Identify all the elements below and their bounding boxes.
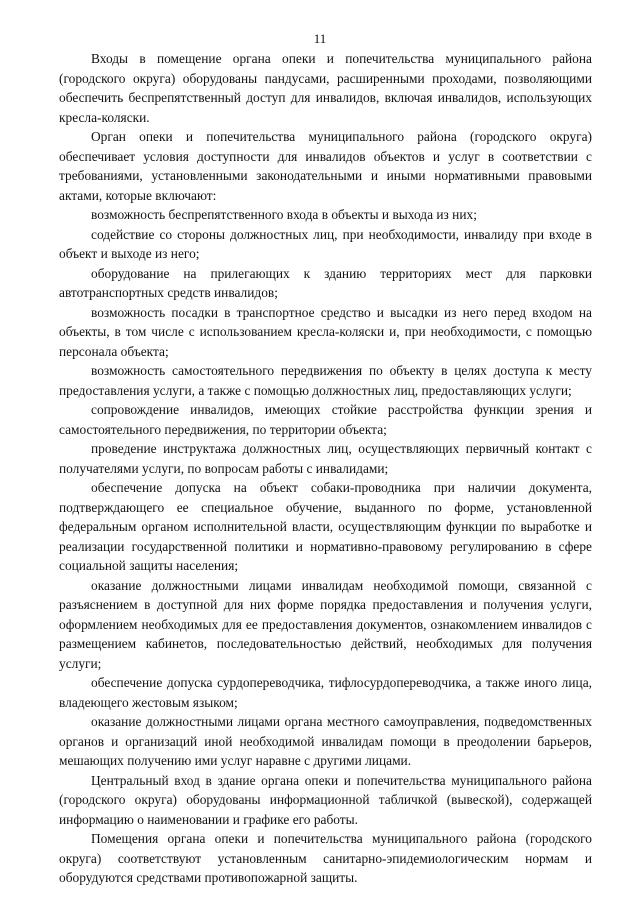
- list-item: возможность посадки в транспортное средство и высадки из него перед входом на объекты, в том числе с использованием кресла-коляски и, при необходимости, с помощью персонала объекта;: [59, 304, 592, 359]
- list-item: оказание должностными лицами инвалидам необходимой помощи, связанной с разъяснением в доступной для них форме порядка предоставления и получения услуги, оформлением необходимых для ее предоставления документов, ознакомлением инвалидов с размещением кабинетов, последовательностью действий, необходимых для получения услуги;: [59, 577, 592, 671]
- list-item: проведение инструктажа должностных лиц, осуществляющих первичный контакт с получателями услуги, по вопросам работы с инвалидами;: [59, 441, 592, 476]
- paragraph-accessibility-conditions: Орган опеки и попечительства муниципального района (городского округа) обеспечивает условия доступности для инвалидов объектов и услуг в соответствии с требованиями, установленными законодательными и иными нормативными правовыми актами, которые включают:: [59, 129, 592, 203]
- paragraph-entrances: Входы в помещение органа опеки и попечительства муниципального района (городского округа) оборудованы пандусами, расширенными проходами, позволяющими обеспечить беспрепятственный доступ для инвалидов, включая инвалидов, использующих кресла-коляски.: [59, 51, 592, 125]
- list-item: возможность самостоятельного передвижения по объекту в целях доступа к месту предоставления услуги, а также с помощью должностных лиц, предоставляющих услуги;: [59, 363, 592, 398]
- paragraph-central-entrance: Центральный вход в здание органа опеки и попечительства муниципального района (городского округа) оборудованы информационной табличкой (вывеской), содержащей информацию о наименовании и графике его работы.: [59, 772, 592, 827]
- list-item: обеспечение допуска на объект собаки-проводника при наличии документа, подтверждающего ее специальное обучение, выданного по форме, установленной федеральным органом исполнительной власти, осуществляющим функции по выработке и реализации государственной политики и нормативно-правовому регулированию в сфере социальной защиты населения;: [59, 480, 592, 573]
- list-item: возможность беспрепятственного входа в объекты и выхода из них;: [91, 207, 477, 222]
- list-item: содействие со стороны должностных лиц, при необходимости, инвалиду при входе в объект и выходе из него;: [59, 226, 592, 261]
- list-item: оборудование на прилегающих к зданию территориях мест для парковки автотранспортных средств инвалидов;: [59, 265, 592, 300]
- list-item: обеспечение допуска сурдопереводчика, тифлосурдопереводчика, а также иного лица, владеющего жестовым языком;: [59, 675, 592, 710]
- document-body: [59, 49, 592, 888]
- list-item: оказание должностными лицами органа местного самоуправления, подведомственных органов и организаций иной необходимой инвалидам помощи в преодолении барьеров, мешающих получению ими услуг наравне с другими лицами.: [59, 714, 592, 768]
- paragraph-premises: Помещения органа опеки и попечительства муниципального района (городского округа) соответствуют установленным санитарно-эпидемиологическим нормам и оборудуются средствами противопожарной защиты.: [59, 831, 592, 885]
- list-item: сопровождение инвалидов, имеющих стойкие расстройства функции зрения и самостоятельного передвижения, по территории объекта;: [59, 402, 592, 437]
- page-number: 11: [313, 31, 327, 46]
